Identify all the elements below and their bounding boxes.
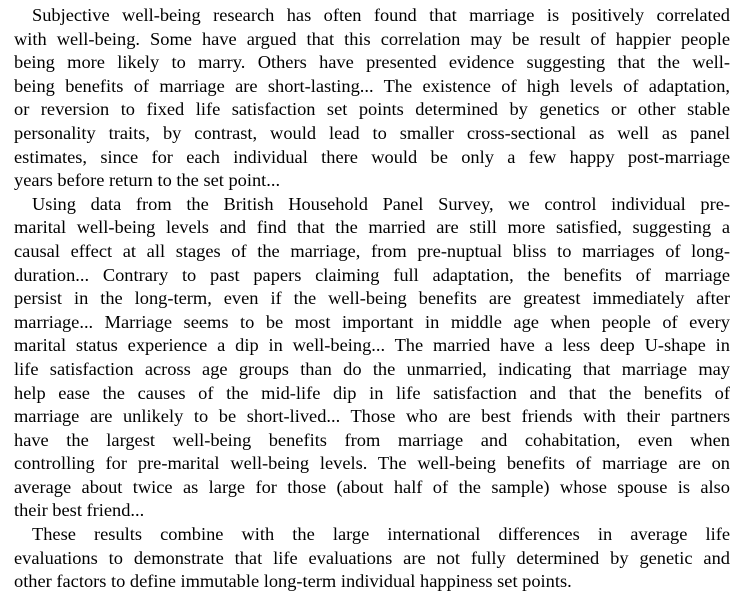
text-line: with well-being. Some have argued that this correlation may be result of happier people [14, 28, 730, 49]
text-line: or reversion to fixed life satisfaction set points determined by genetics or other stable [14, 99, 730, 120]
text-line: causal effect at all stages of the marriage, from pre-nuptual bliss to marriages of long- [14, 240, 730, 261]
text-line: help ease the causes of the mid-life dip in life satisfaction and that the benefits of [14, 382, 730, 403]
text-line: marital status experience a dip in well-being... The married have a less deep U-shape in [14, 335, 730, 356]
text-line: controlling for pre-marital well-being levels. The well-being benefits of marriage are on [14, 453, 730, 474]
text-line: Subjective well-being research has often found that marriage is positively correlated [32, 5, 730, 25]
text-line: duration... Contrary to past papers claiming full adaptation, the benefits of marriage [14, 264, 730, 285]
text-line: These results combine with the large international differences in average life [32, 524, 730, 545]
text-line: marital well-being levels and find that the married are still more satisfied, suggesting a [14, 217, 730, 238]
text-line: being benefits of marriage are short-lasting... The existence of high levels of adaptation, [14, 75, 730, 96]
document-body [14, 4, 730, 594]
text-line: personality traits, by contrast, would lead to smaller cross-sectional as well as panel [14, 122, 730, 143]
text-line: years before return to the set point... [14, 170, 281, 191]
text-line: marriage... Marriage seems to be most important in middle age when people of every [14, 311, 730, 332]
text-line: life satisfaction across age groups than do the unmarried, indicating that marriage may [14, 358, 730, 379]
text-line: evaluations to demonstrate that life evaluations are not fully determined by genetic and [14, 547, 730, 568]
paragraph-2 [14, 193, 730, 523]
text-line: other factors to define immutable long-term individual happiness set points. [14, 571, 572, 592]
paragraph-3 [14, 523, 730, 594]
paragraph-1 [14, 4, 730, 193]
text-line: average about twice as large for those (about half of the sample) whose spouse is also [14, 476, 730, 497]
text-line: their best friend... [14, 500, 145, 521]
text-line: persist in the long-term, even if the well-being benefits are greatest immediately after [14, 288, 730, 309]
text-line: Using data from the British Household Panel Survey, we control individual pre- [32, 193, 730, 214]
text-line: marriage are unlikely to be short-lived... Those who are best friends with their partners [14, 406, 730, 427]
text-line: have the largest well-being benefits from marriage and cohabitation, even when [14, 429, 730, 450]
text-line: estimates, since for each individual there would be only a few happy post-marriage [14, 146, 730, 167]
text-line: being more likely to marry. Others have presented evidence suggesting that the well- [14, 52, 730, 73]
